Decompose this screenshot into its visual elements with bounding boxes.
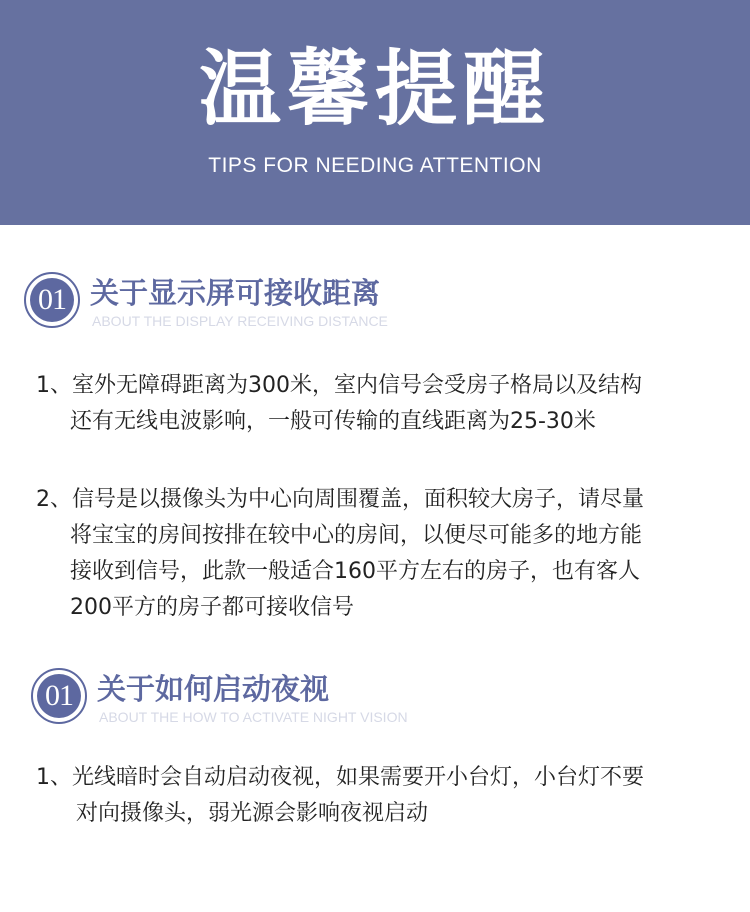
paragraph-line: 接收到信号，此款一般适合160平方左右的房子，也有客人	[70, 559, 640, 584]
paragraph-line: 1、室外无障碍距离为300米，室内信号会受房子格局以及结构	[36, 373, 642, 398]
section-number-badge	[24, 272, 80, 328]
paragraph-distance	[36, 368, 642, 440]
section-number: 01	[37, 674, 81, 718]
paragraph-signal-coverage	[36, 482, 644, 626]
page-title: 温馨提醒	[198, 42, 551, 137]
paragraph-line: 2、信号是以摄像头为中心向周围覆盖，面积较大房子，请尽量	[36, 487, 644, 512]
page-subtitle: TIPS FOR NEEDING ATTENTION	[208, 154, 542, 177]
paragraph-night-vision	[36, 760, 644, 832]
paragraph-line: 将宝宝的房间按排在较中心的房间，以便尽可能多的地方能	[70, 523, 643, 548]
paragraph-line: 1、光线暗时会自动启动夜视，如果需要开小台灯，小台灯不要	[36, 765, 644, 790]
section-title: 关于如何启动夜视	[97, 672, 330, 706]
header-banner	[0, 0, 750, 225]
section-title: 关于显示屏可接收距离	[90, 276, 381, 310]
paragraph-line: 还有无线电波影响，一般可传输的直线距离为25-30米	[70, 409, 596, 434]
section-number-badge	[31, 668, 87, 724]
section-subtitle: ABOUT THE HOW TO ACTIVATE NIGHT VISION	[99, 709, 408, 725]
section-number: 01	[30, 278, 74, 322]
paragraph-line: 200平方的房子都可接收信号	[70, 595, 354, 620]
paragraph-line: 对向摄像头，弱光源会影响夜视启动	[76, 801, 429, 826]
section-subtitle: ABOUT THE DISPLAY RECEIVING DISTANCE	[92, 313, 388, 329]
